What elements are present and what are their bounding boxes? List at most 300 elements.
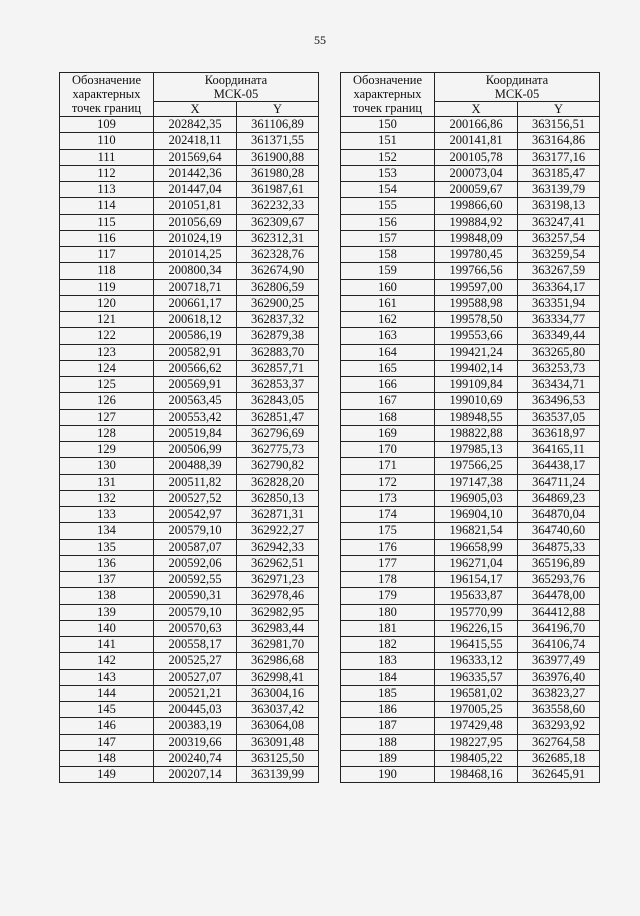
point-number-cell: 126 bbox=[60, 393, 154, 409]
table-row bbox=[60, 328, 319, 344]
y-coordinate-cell: 362790,82 bbox=[237, 458, 319, 474]
header-point-name-line1: Обозначение bbox=[71, 73, 142, 87]
table-row bbox=[341, 490, 600, 506]
point-number-cell: 176 bbox=[341, 539, 435, 555]
y-coordinate-cell: 364106,74 bbox=[518, 637, 600, 653]
y-coordinate-cell: 362851,47 bbox=[237, 409, 319, 425]
point-number-cell: 171 bbox=[341, 458, 435, 474]
table-row bbox=[60, 572, 319, 588]
point-number-cell: 162 bbox=[341, 312, 435, 328]
y-coordinate-cell: 363139,99 bbox=[237, 767, 319, 783]
x-coordinate-cell: 200558,17 bbox=[154, 637, 237, 653]
point-number-cell: 169 bbox=[341, 425, 435, 441]
x-coordinate-cell: 198227,95 bbox=[435, 734, 518, 750]
y-coordinate-cell: 363364,17 bbox=[518, 279, 600, 295]
table-row bbox=[60, 295, 319, 311]
point-number-cell: 134 bbox=[60, 523, 154, 539]
y-coordinate-cell: 363064,08 bbox=[237, 718, 319, 734]
table-row bbox=[60, 685, 319, 701]
x-coordinate-cell: 200718,71 bbox=[154, 279, 237, 295]
y-coordinate-cell: 362312,31 bbox=[237, 230, 319, 246]
x-coordinate-cell: 201442,36 bbox=[154, 165, 237, 181]
point-number-cell: 160 bbox=[341, 279, 435, 295]
x-coordinate-cell: 200525,27 bbox=[154, 653, 237, 669]
table-row bbox=[60, 165, 319, 181]
point-number-cell: 163 bbox=[341, 328, 435, 344]
header-point-name bbox=[341, 73, 435, 117]
point-number-cell: 181 bbox=[341, 620, 435, 636]
table-row bbox=[341, 117, 600, 133]
point-number-cell: 190 bbox=[341, 767, 435, 783]
point-number-cell: 145 bbox=[60, 702, 154, 718]
y-coordinate-cell: 362986,68 bbox=[237, 653, 319, 669]
x-coordinate-cell: 197985,13 bbox=[435, 442, 518, 458]
x-coordinate-cell: 200445,03 bbox=[154, 702, 237, 718]
point-number-cell: 137 bbox=[60, 572, 154, 588]
table-row bbox=[60, 214, 319, 230]
x-coordinate-cell: 200166,86 bbox=[435, 117, 518, 133]
point-number-cell: 175 bbox=[341, 523, 435, 539]
point-number-cell: 158 bbox=[341, 247, 435, 263]
y-coordinate-cell: 362764,58 bbox=[518, 734, 600, 750]
point-number-cell: 188 bbox=[341, 734, 435, 750]
x-coordinate-cell: 201051,81 bbox=[154, 198, 237, 214]
point-number-cell: 110 bbox=[60, 133, 154, 149]
x-coordinate-cell: 200527,07 bbox=[154, 669, 237, 685]
table-row bbox=[341, 767, 600, 783]
y-coordinate-cell: 363257,54 bbox=[518, 230, 600, 246]
point-number-cell: 133 bbox=[60, 507, 154, 523]
x-coordinate-cell: 196271,04 bbox=[435, 555, 518, 571]
point-number-cell: 186 bbox=[341, 702, 435, 718]
x-coordinate-cell: 199884,92 bbox=[435, 214, 518, 230]
x-coordinate-cell: 201447,04 bbox=[154, 182, 237, 198]
x-coordinate-cell: 200582,91 bbox=[154, 344, 237, 360]
x-coordinate-cell: 198405,22 bbox=[435, 750, 518, 766]
header-point-name-line2: характерных bbox=[353, 87, 422, 101]
y-coordinate-cell: 364438,17 bbox=[518, 458, 600, 474]
x-coordinate-cell: 200579,10 bbox=[154, 523, 237, 539]
x-coordinate-cell: 196821,54 bbox=[435, 523, 518, 539]
x-coordinate-cell: 199553,66 bbox=[435, 328, 518, 344]
point-number-cell: 184 bbox=[341, 669, 435, 685]
y-coordinate-cell: 362674,90 bbox=[237, 263, 319, 279]
point-number-cell: 115 bbox=[60, 214, 154, 230]
table-row bbox=[60, 442, 319, 458]
y-coordinate-cell: 363823,27 bbox=[518, 685, 600, 701]
x-coordinate-cell: 200661,17 bbox=[154, 295, 237, 311]
table-row bbox=[341, 588, 600, 604]
x-coordinate-cell: 197566,25 bbox=[435, 458, 518, 474]
y-coordinate-cell: 362645,91 bbox=[518, 767, 600, 783]
table-row bbox=[341, 328, 600, 344]
table-row bbox=[60, 344, 319, 360]
y-coordinate-cell: 362871,31 bbox=[237, 507, 319, 523]
x-coordinate-cell: 200521,21 bbox=[154, 685, 237, 701]
table-row bbox=[60, 409, 319, 425]
x-coordinate-cell: 201014,25 bbox=[154, 247, 237, 263]
x-coordinate-cell: 200073,04 bbox=[435, 165, 518, 181]
x-coordinate-cell: 200527,52 bbox=[154, 490, 237, 506]
y-coordinate-cell: 363091,48 bbox=[237, 734, 319, 750]
y-coordinate-cell: 362962,51 bbox=[237, 555, 319, 571]
table-row bbox=[341, 377, 600, 393]
x-coordinate-cell: 196335,57 bbox=[435, 669, 518, 685]
y-coordinate-cell: 362983,44 bbox=[237, 620, 319, 636]
point-number-cell: 161 bbox=[341, 295, 435, 311]
point-number-cell: 124 bbox=[60, 360, 154, 376]
x-coordinate-cell: 200569,91 bbox=[154, 377, 237, 393]
y-coordinate-cell: 363618,97 bbox=[518, 425, 600, 441]
x-coordinate-cell: 196154,17 bbox=[435, 572, 518, 588]
y-coordinate-cell: 364870,04 bbox=[518, 507, 600, 523]
table-row bbox=[341, 263, 600, 279]
x-coordinate-cell: 196905,03 bbox=[435, 490, 518, 506]
header-x: X bbox=[154, 102, 237, 117]
point-number-cell: 185 bbox=[341, 685, 435, 701]
point-number-cell: 152 bbox=[341, 149, 435, 165]
point-number-cell: 178 bbox=[341, 572, 435, 588]
table-row bbox=[341, 734, 600, 750]
y-coordinate-cell: 363349,44 bbox=[518, 328, 600, 344]
table-row bbox=[60, 149, 319, 165]
y-coordinate-cell: 363247,41 bbox=[518, 214, 600, 230]
x-coordinate-cell: 200587,07 bbox=[154, 539, 237, 555]
point-number-cell: 172 bbox=[341, 474, 435, 490]
x-coordinate-cell: 197147,38 bbox=[435, 474, 518, 490]
x-coordinate-cell: 200586,19 bbox=[154, 328, 237, 344]
point-number-cell: 144 bbox=[60, 685, 154, 701]
x-coordinate-cell: 199588,98 bbox=[435, 295, 518, 311]
table-row bbox=[60, 393, 319, 409]
point-number-cell: 131 bbox=[60, 474, 154, 490]
table-body-right bbox=[341, 117, 600, 783]
y-coordinate-cell: 362971,23 bbox=[237, 572, 319, 588]
y-coordinate-cell: 363259,54 bbox=[518, 247, 600, 263]
table-row bbox=[60, 182, 319, 198]
table-row bbox=[341, 230, 600, 246]
point-number-cell: 174 bbox=[341, 507, 435, 523]
y-coordinate-cell: 363164,86 bbox=[518, 133, 600, 149]
header-coordinate-line2: МСК-05 bbox=[494, 87, 540, 101]
x-coordinate-cell: 195633,87 bbox=[435, 588, 518, 604]
header-coordinate-line1: Координата bbox=[204, 73, 268, 87]
y-coordinate-cell: 363558,60 bbox=[518, 702, 600, 718]
table-row bbox=[341, 750, 600, 766]
x-coordinate-cell: 200240,74 bbox=[154, 750, 237, 766]
header-y: Y bbox=[237, 102, 319, 117]
y-coordinate-cell: 363177,16 bbox=[518, 149, 600, 165]
y-coordinate-cell: 362879,38 bbox=[237, 328, 319, 344]
table-row bbox=[341, 149, 600, 165]
x-coordinate-cell: 199597,00 bbox=[435, 279, 518, 295]
x-coordinate-cell: 200563,45 bbox=[154, 393, 237, 409]
table-row bbox=[341, 604, 600, 620]
table-row bbox=[60, 312, 319, 328]
x-coordinate-cell: 199578,50 bbox=[435, 312, 518, 328]
x-coordinate-cell: 198948,55 bbox=[435, 409, 518, 425]
point-number-cell: 164 bbox=[341, 344, 435, 360]
point-number-cell: 129 bbox=[60, 442, 154, 458]
point-number-cell: 120 bbox=[60, 295, 154, 311]
point-number-cell: 138 bbox=[60, 588, 154, 604]
point-number-cell: 114 bbox=[60, 198, 154, 214]
header-coordinate bbox=[154, 73, 319, 102]
point-number-cell: 118 bbox=[60, 263, 154, 279]
point-number-cell: 179 bbox=[341, 588, 435, 604]
y-coordinate-cell: 361987,61 bbox=[237, 182, 319, 198]
table-row bbox=[341, 555, 600, 571]
x-coordinate-cell: 200506,99 bbox=[154, 442, 237, 458]
point-number-cell: 128 bbox=[60, 425, 154, 441]
x-coordinate-cell: 200542,97 bbox=[154, 507, 237, 523]
table-row bbox=[341, 182, 600, 198]
table-row bbox=[341, 685, 600, 701]
y-coordinate-cell: 363434,71 bbox=[518, 377, 600, 393]
table-row bbox=[341, 523, 600, 539]
x-coordinate-cell: 200592,06 bbox=[154, 555, 237, 571]
point-number-cell: 125 bbox=[60, 377, 154, 393]
table-row bbox=[60, 539, 319, 555]
y-coordinate-cell: 361106,89 bbox=[237, 117, 319, 133]
table-row bbox=[60, 718, 319, 734]
point-number-cell: 117 bbox=[60, 247, 154, 263]
point-number-cell: 156 bbox=[341, 214, 435, 230]
x-coordinate-cell: 200319,66 bbox=[154, 734, 237, 750]
x-coordinate-cell: 196415,55 bbox=[435, 637, 518, 653]
header-point-name-line3: точек границ bbox=[71, 101, 142, 115]
y-coordinate-cell: 362942,33 bbox=[237, 539, 319, 555]
point-number-cell: 154 bbox=[341, 182, 435, 198]
point-number-cell: 148 bbox=[60, 750, 154, 766]
point-number-cell: 151 bbox=[341, 133, 435, 149]
header-coordinate-line1: Координата bbox=[485, 73, 549, 87]
x-coordinate-cell: 200059,67 bbox=[435, 182, 518, 198]
x-coordinate-cell: 200590,31 bbox=[154, 588, 237, 604]
header-point-name-line3: точек границ bbox=[352, 101, 423, 115]
x-coordinate-cell: 201024,19 bbox=[154, 230, 237, 246]
y-coordinate-cell: 362843,05 bbox=[237, 393, 319, 409]
y-coordinate-cell: 362978,46 bbox=[237, 588, 319, 604]
table-row bbox=[341, 474, 600, 490]
header-point-name-line1: Обозначение bbox=[352, 73, 423, 87]
x-coordinate-cell: 199010,69 bbox=[435, 393, 518, 409]
point-number-cell: 168 bbox=[341, 409, 435, 425]
y-coordinate-cell: 363004,16 bbox=[237, 685, 319, 701]
table-row bbox=[341, 702, 600, 718]
y-coordinate-cell: 362796,69 bbox=[237, 425, 319, 441]
y-coordinate-cell: 361980,28 bbox=[237, 165, 319, 181]
x-coordinate-cell: 202418,11 bbox=[154, 133, 237, 149]
point-number-cell: 177 bbox=[341, 555, 435, 571]
y-coordinate-cell: 362900,25 bbox=[237, 295, 319, 311]
point-number-cell: 122 bbox=[60, 328, 154, 344]
table-row bbox=[341, 279, 600, 295]
table-row bbox=[60, 523, 319, 539]
y-coordinate-cell: 363537,05 bbox=[518, 409, 600, 425]
y-coordinate-cell: 362837,32 bbox=[237, 312, 319, 328]
point-number-cell: 140 bbox=[60, 620, 154, 636]
table-row bbox=[60, 425, 319, 441]
point-number-cell: 113 bbox=[60, 182, 154, 198]
point-number-cell: 116 bbox=[60, 230, 154, 246]
x-coordinate-cell: 200579,10 bbox=[154, 604, 237, 620]
y-coordinate-cell: 363185,47 bbox=[518, 165, 600, 181]
y-coordinate-cell: 363265,80 bbox=[518, 344, 600, 360]
x-coordinate-cell: 196333,12 bbox=[435, 653, 518, 669]
point-number-cell: 139 bbox=[60, 604, 154, 620]
x-coordinate-cell: 199766,56 bbox=[435, 263, 518, 279]
y-coordinate-cell: 363125,50 bbox=[237, 750, 319, 766]
coordinates-table-right bbox=[340, 72, 600, 783]
table-row bbox=[60, 637, 319, 653]
y-coordinate-cell: 362853,37 bbox=[237, 377, 319, 393]
y-coordinate-cell: 361900,88 bbox=[237, 149, 319, 165]
y-coordinate-cell: 363253,73 bbox=[518, 360, 600, 376]
y-coordinate-cell: 365293,76 bbox=[518, 572, 600, 588]
y-coordinate-cell: 362998,41 bbox=[237, 669, 319, 685]
point-number-cell: 112 bbox=[60, 165, 154, 181]
table-row bbox=[341, 214, 600, 230]
point-number-cell: 149 bbox=[60, 767, 154, 783]
table-row bbox=[60, 377, 319, 393]
point-number-cell: 170 bbox=[341, 442, 435, 458]
table-row bbox=[341, 312, 600, 328]
point-number-cell: 111 bbox=[60, 149, 154, 165]
point-number-cell: 159 bbox=[341, 263, 435, 279]
point-number-cell: 119 bbox=[60, 279, 154, 295]
table-row bbox=[60, 734, 319, 750]
table-row bbox=[60, 702, 319, 718]
table-row bbox=[60, 669, 319, 685]
y-coordinate-cell: 362883,70 bbox=[237, 344, 319, 360]
point-number-cell: 157 bbox=[341, 230, 435, 246]
point-number-cell: 109 bbox=[60, 117, 154, 133]
x-coordinate-cell: 200105,78 bbox=[435, 149, 518, 165]
x-coordinate-cell: 200570,63 bbox=[154, 620, 237, 636]
table-row bbox=[60, 555, 319, 571]
point-number-cell: 141 bbox=[60, 637, 154, 653]
point-number-cell: 166 bbox=[341, 377, 435, 393]
table-row bbox=[341, 393, 600, 409]
x-coordinate-cell: 200383,19 bbox=[154, 718, 237, 734]
table-row bbox=[60, 588, 319, 604]
x-coordinate-cell: 200519,84 bbox=[154, 425, 237, 441]
table-row bbox=[60, 133, 319, 149]
point-number-cell: 146 bbox=[60, 718, 154, 734]
table-row bbox=[341, 637, 600, 653]
point-number-cell: 135 bbox=[60, 539, 154, 555]
y-coordinate-cell: 363139,79 bbox=[518, 182, 600, 198]
x-coordinate-cell: 199109,84 bbox=[435, 377, 518, 393]
y-coordinate-cell: 363267,59 bbox=[518, 263, 600, 279]
table-row bbox=[60, 507, 319, 523]
table-row bbox=[341, 247, 600, 263]
y-coordinate-cell: 362828,20 bbox=[237, 474, 319, 490]
table-row bbox=[60, 230, 319, 246]
y-coordinate-cell: 362328,76 bbox=[237, 247, 319, 263]
x-coordinate-cell: 196226,15 bbox=[435, 620, 518, 636]
table-row bbox=[60, 263, 319, 279]
y-coordinate-cell: 362232,33 bbox=[237, 198, 319, 214]
x-coordinate-cell: 199421,24 bbox=[435, 344, 518, 360]
table-body-left bbox=[60, 117, 319, 783]
y-coordinate-cell: 363198,13 bbox=[518, 198, 600, 214]
x-coordinate-cell: 196581,02 bbox=[435, 685, 518, 701]
table-row bbox=[60, 653, 319, 669]
x-coordinate-cell: 196658,99 bbox=[435, 539, 518, 555]
point-number-cell: 130 bbox=[60, 458, 154, 474]
table-row bbox=[341, 198, 600, 214]
y-coordinate-cell: 362806,59 bbox=[237, 279, 319, 295]
x-coordinate-cell: 199866,60 bbox=[435, 198, 518, 214]
point-number-cell: 167 bbox=[341, 393, 435, 409]
table-row bbox=[341, 442, 600, 458]
table-row bbox=[60, 750, 319, 766]
point-number-cell: 173 bbox=[341, 490, 435, 506]
x-coordinate-cell: 200566,62 bbox=[154, 360, 237, 376]
x-coordinate-cell: 199780,45 bbox=[435, 247, 518, 263]
point-number-cell: 127 bbox=[60, 409, 154, 425]
y-coordinate-cell: 363351,94 bbox=[518, 295, 600, 311]
y-coordinate-cell: 362685,18 bbox=[518, 750, 600, 766]
table-row bbox=[60, 458, 319, 474]
table-row bbox=[60, 474, 319, 490]
table-row bbox=[341, 620, 600, 636]
point-number-cell: 153 bbox=[341, 165, 435, 181]
table-row bbox=[60, 247, 319, 263]
table-row bbox=[60, 604, 319, 620]
table-row bbox=[341, 409, 600, 425]
x-coordinate-cell: 200207,14 bbox=[154, 767, 237, 783]
coordinates-table-left bbox=[59, 72, 319, 783]
header-coordinate bbox=[435, 73, 600, 102]
x-coordinate-cell: 199402,14 bbox=[435, 360, 518, 376]
y-coordinate-cell: 362775,73 bbox=[237, 442, 319, 458]
y-coordinate-cell: 362309,67 bbox=[237, 214, 319, 230]
x-coordinate-cell: 200553,42 bbox=[154, 409, 237, 425]
table-row bbox=[341, 718, 600, 734]
y-coordinate-cell: 364869,23 bbox=[518, 490, 600, 506]
y-coordinate-cell: 363334,77 bbox=[518, 312, 600, 328]
table-row bbox=[60, 279, 319, 295]
point-number-cell: 150 bbox=[341, 117, 435, 133]
y-coordinate-cell: 364478,00 bbox=[518, 588, 600, 604]
point-number-cell: 136 bbox=[60, 555, 154, 571]
point-number-cell: 142 bbox=[60, 653, 154, 669]
point-number-cell: 155 bbox=[341, 198, 435, 214]
table-row bbox=[341, 344, 600, 360]
x-coordinate-cell: 200592,55 bbox=[154, 572, 237, 588]
y-coordinate-cell: 362857,71 bbox=[237, 360, 319, 376]
y-coordinate-cell: 363156,51 bbox=[518, 117, 600, 133]
y-coordinate-cell: 361371,55 bbox=[237, 133, 319, 149]
point-number-cell: 180 bbox=[341, 604, 435, 620]
y-coordinate-cell: 364875,33 bbox=[518, 539, 600, 555]
header-y: Y bbox=[518, 102, 600, 117]
x-coordinate-cell: 198822,88 bbox=[435, 425, 518, 441]
table-row bbox=[341, 572, 600, 588]
y-coordinate-cell: 364740,60 bbox=[518, 523, 600, 539]
x-coordinate-cell: 201056,69 bbox=[154, 214, 237, 230]
table-row bbox=[60, 360, 319, 376]
table-row bbox=[341, 539, 600, 555]
table-row bbox=[341, 458, 600, 474]
x-coordinate-cell: 196904,10 bbox=[435, 507, 518, 523]
y-coordinate-cell: 363496,53 bbox=[518, 393, 600, 409]
table-row bbox=[60, 198, 319, 214]
y-coordinate-cell: 363976,40 bbox=[518, 669, 600, 685]
